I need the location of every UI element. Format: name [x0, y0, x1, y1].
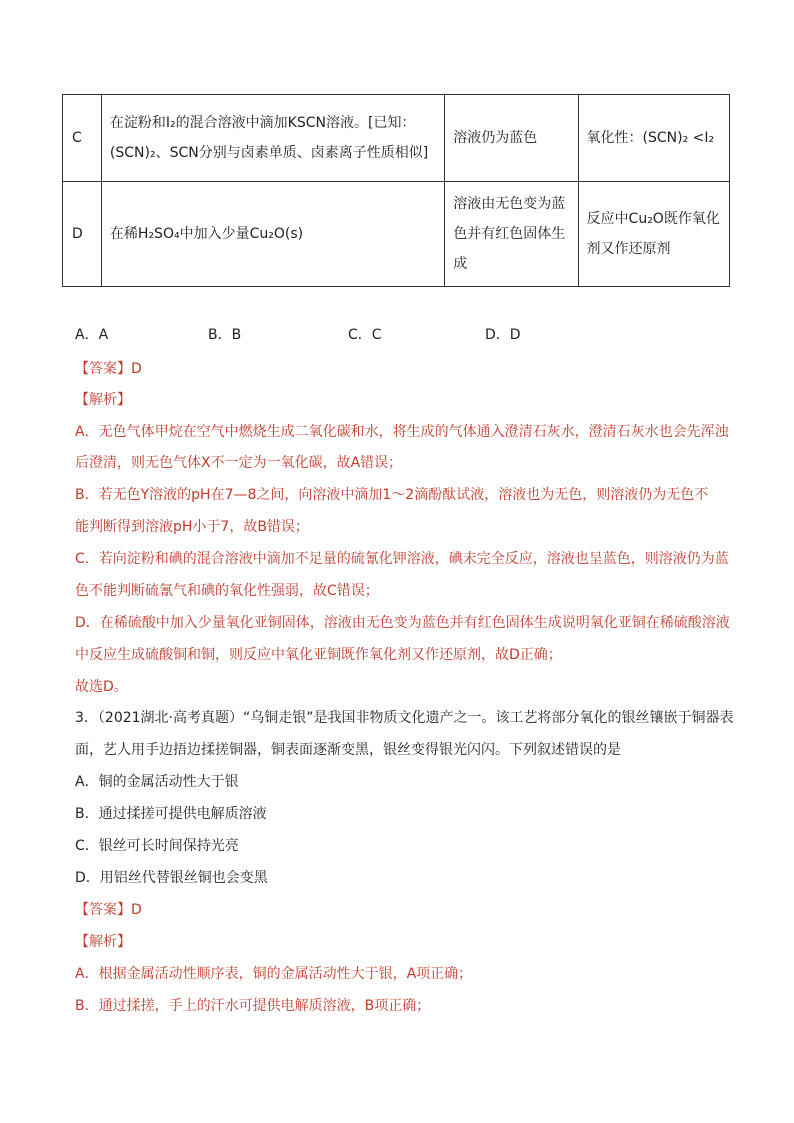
conclusion-text: 反应中Cu₂O既作氧化 — [586, 211, 720, 227]
option-a: A．A — [75, 327, 109, 343]
answer-value: D — [131, 361, 142, 377]
q3-option-c: C．银丝可长时间保持光亮 — [75, 838, 239, 854]
analysis-line: 色不能判断硫氰气和碘的氧化性强弱，故C错误； — [75, 583, 379, 599]
answer-tag: 【答案】 — [75, 902, 131, 918]
q3-analysis-tag: 【解析】 — [75, 934, 131, 950]
conclusion-cell: 氧化性：(SCN)₂ <I₂ — [578, 95, 729, 182]
analysis-line: 中反应生成硫酸铜和铜，则反应中氧化亚铜既作氧化剂又作还原剂，故D正确； — [75, 647, 562, 663]
option-c: C．C — [348, 327, 382, 343]
analysis-line: B．若无色Y溶液的pH在7—8之间，向溶液中滴加1～2滴酚酞试液，溶液也为无色，则溶液仍为无色不 — [75, 487, 709, 503]
experiment-text: (SCN)₂、SCN分别与卤素单质、卤素离子性质相似] — [109, 145, 429, 161]
q3-option-d: D．用铝丝代替银丝铜也会变黑 — [75, 870, 268, 886]
option-d: D．D — [485, 327, 521, 343]
q3-option-b: B．通过揉搓可提供电解质溶液 — [75, 806, 267, 822]
answer-value: D — [131, 902, 142, 918]
option-b: B．B — [208, 327, 242, 343]
analysis-line: B．通过揉搓，手上的汗水可提供电解质溶液，B项正确； — [75, 998, 431, 1014]
q2-answer — [75, 358, 735, 378]
phenomenon-cell — [445, 182, 578, 287]
phenomenon-text: 色并有红色固体生 — [453, 226, 566, 242]
q3-option-a: A．铜的金属活动性大于银 — [75, 774, 239, 790]
table-row — [63, 182, 730, 287]
analysis-line: D．在稀硫酸中加入少量氧化亚铜固体，溶液由无色变为蓝色并有红色固体生成说明氧化亚铜在稀硫酸溶液 — [75, 615, 730, 631]
answer-tag: 【答案】 — [75, 361, 131, 377]
analysis-line: A．无色气体甲烷在空气中燃烧生成二氧化碳和水，将生成的气体通入澄清石灰水，澄清石灰水也会先浑浊 — [75, 424, 729, 440]
analysis-line: C．若向淀粉和碘的混合溶液中滴加不足量的硫氰化钾溶液，碘未完全反应，溶液也呈蓝色，则溶液仍为蓝 — [75, 551, 729, 567]
q3-stem: 3．（2021湖北·高考真题）“乌铜走银”是我国非物质文化遗产之一。该工艺将部分氧化的银丝镶嵌于铜器表 — [75, 710, 734, 726]
analysis-line: 能判断得到溶液pH小于7，故B错误； — [75, 519, 309, 535]
experiment-cell: 在稀H₂SO₄中加入少量Cu₂O(s) — [101, 182, 444, 287]
phenomenon-cell: 溶液仍为蓝色 — [445, 95, 578, 182]
analysis-line: 故选D。 — [75, 679, 128, 695]
phenomenon-text: 溶液由无色变为蓝 — [453, 196, 566, 212]
experiment-table — [62, 94, 730, 287]
experiment-text: 在淀粉和I₂的混合溶液中滴加KSCN溶液。[已知： — [109, 115, 416, 131]
table-row — [63, 95, 730, 182]
q2-analysis-tag: 【解析】 — [75, 392, 131, 408]
q3-answer — [75, 899, 735, 919]
analysis-line: 后澄清，则无色气体X不一定为一氧化碳，故A错误； — [75, 455, 403, 471]
q3-stem: 面，艺人用手边捂边揉搓铜器，铜表面逐渐变黑，银丝变得银光闪闪。下列叙述错误的是 — [75, 742, 621, 758]
experiment-cell — [101, 95, 444, 182]
conclusion-text: 剂又作还原剂 — [586, 241, 671, 257]
phenomenon-text: 成 — [453, 256, 468, 272]
analysis-line: A．根据金属活动性顺序表，铜的金属活动性大于银，A项正确； — [75, 966, 473, 982]
q2-options — [75, 324, 735, 348]
conclusion-cell — [578, 182, 729, 287]
row-label: C — [63, 95, 102, 182]
row-label: D — [63, 182, 102, 287]
